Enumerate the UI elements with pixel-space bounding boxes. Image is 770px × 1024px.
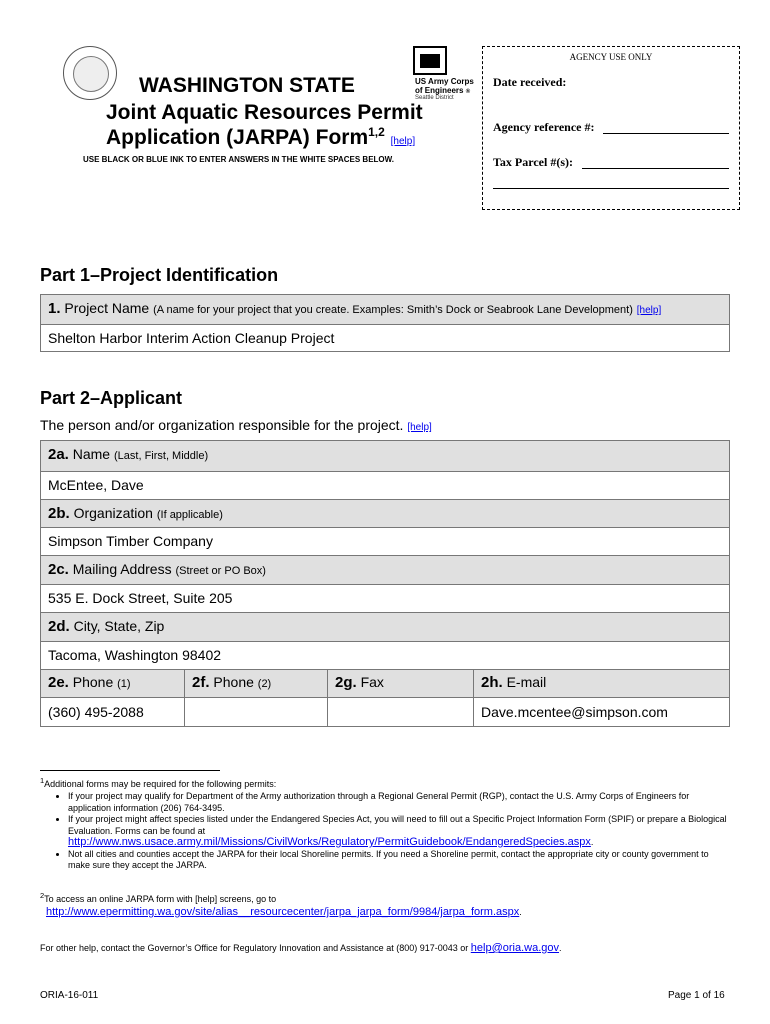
form-help-link[interactable]: [help] [390, 136, 416, 147]
project-name-field[interactable]: Shelton Harbor Interim Action Cleanup Project [41, 324, 729, 351]
tax-parcel-field[interactable] [582, 168, 729, 169]
part2-title: Part 2–Applicant [40, 388, 183, 408]
washington-state-seal [63, 46, 117, 100]
state-title: WASHINGTON STATE [139, 74, 355, 97]
army-corps-name: US Army Corps of Engineers ® [415, 77, 474, 95]
agency-use-title: AGENCY USE ONLY [569, 52, 653, 62]
mailing-address-field[interactable]: 535 E. Dock Street, Suite 205 [41, 584, 729, 612]
army-corps-district: Seattle District [415, 95, 454, 101]
form-title-line1: Joint Aquatic Resources Permit [106, 101, 423, 124]
footnote-divider [40, 770, 220, 771]
footnote-1-bullet-2: • If your project might affect species listed under the Endangered Species Act, you will need to fill out a Specific Project Information Form (SPIF) or prepare a Biological Evaluation. Forms can be found at http://www.nws.usace.army.mil/Missions/CivilWorks/Regulatory/PermitGuidebook/EndangeredSpecies.aspx. [68, 814, 730, 849]
applicant-lead-text: The person and/or organization responsible for the project. [help] [40, 417, 432, 433]
footnote-1: $^1$Additional forms may be required for the following permits: • If your project may qualify for Department of the Army authorization through a Regional General Permit (RGP), contact the U.S. Army Corps of Engineers for application information (206) 764-3495. • If your project might affect species listed under the Endangered Species Act, you will need to fill out a Specific Project Information Form (SPIF) or prepare a Biological Evaluation. Forms can be found at http://www.nws.usace.army.mil/Missions/CivilWorks/Regulatory/PermitGuidebook/EndangeredSpecies.aspx. • Not all cities and counties accept the JARPA for their local Shoreline permits. If you need a Shoreline permit, contact the appropriate city or county government to make sure they accept the JARPA. [40, 776, 730, 872]
agency-reference-field[interactable] [603, 133, 729, 134]
endangered-species-link[interactable]: http://www.nws.usace.army.mil/Missions/CivilWorks/Regulatory/PermitGuidebook/EndangeredSpecies.aspx [68, 836, 591, 848]
city-state-zip-header: 2d. City, State, Zip [41, 612, 729, 641]
army-corps-logo [413, 46, 447, 75]
fax-header: 2g. Fax [327, 670, 473, 697]
email-field[interactable]: Dave.mcentee@simpson.com [473, 698, 729, 726]
mailing-address-header: 2c. Mailing Address (Street or PO Box) [41, 555, 729, 584]
project-name-header: 1. Project Name (A name for your project that you create. Examples: Smith’s Dock or Seabrook Lane Development) [help] [41, 295, 729, 324]
footnote-1-bullet-3: • Not all cities and counties accept the JARPA for their local Shoreline permits. If you need a Shoreline permit, contact the appropriate city or county government to make sure they accept the JARPA. [68, 849, 730, 872]
applicant-table [40, 440, 730, 727]
ink-instructions: USE BLACK OR BLUE INK TO ENTER ANSWERS IN THE WHITE SPACES BELOW. [83, 155, 394, 164]
name-field[interactable]: McEntee, Dave [41, 471, 729, 499]
jarpa-online-form-link[interactable]: http://www.epermitting.wa.gov/site/alias__resourcecenter/jarpa_jarpa_form/9984/jarpa_form.aspx [46, 906, 520, 918]
form-title-line2: Application (JARPA) Form$^{1,2}$ [help] [106, 125, 416, 149]
footnote-1-bullet-1: • If your project may qualify for Department of the Army authorization through a Regional General Permit (RGP), contact the U.S. Army Corps of Engineers for application information (206) 764-3495. [68, 791, 730, 814]
form-id: ORIA-16-011 [40, 990, 99, 1001]
footnote-2: $^2$To access an online JARPA form with [help] screens, go to http://www.epermitting.wa.gov/site/alias__resourcecenter/jarpa_jarpa_form/9984/jarpa_form.aspx. [40, 891, 522, 918]
other-help-text: For other help, contact the Governor’s Office for Regulatory Innovation and Assistance at (800) 917-0043 or help@oria.wa.gov. [40, 942, 562, 954]
applicant-help-link[interactable]: [help] [407, 422, 432, 433]
email-header: 2h. E-mail [473, 670, 729, 697]
phone1-header: 2e. Phone (1) [48, 674, 131, 691]
fax-field[interactable] [327, 698, 473, 726]
agency-reference-label: Agency reference #: [493, 120, 595, 134]
phone1-field[interactable]: (360) 495-2088 [48, 704, 144, 720]
contact-values-row [41, 697, 729, 726]
part1-table [40, 294, 730, 352]
phone2-field[interactable] [184, 698, 327, 726]
project-name-help-link[interactable]: [help] [636, 305, 662, 316]
tax-parcel-label: Tax Parcel #(s): [493, 155, 573, 169]
contact-headers-row [41, 669, 729, 697]
oria-email-link[interactable]: help@oria.wa.gov [470, 942, 559, 954]
date-received-label: Date received: [493, 75, 567, 89]
phone2-header: 2f. Phone (2) [184, 670, 327, 697]
city-state-zip-field[interactable]: Tacoma, Washington 98402 [41, 641, 729, 669]
page-number: Page 1 of 16 [668, 990, 725, 1001]
agency-use-box [482, 46, 740, 210]
part1-title: Part 1–Project Identification [40, 265, 279, 285]
organization-header: 2b. Organization (If applicable) [41, 499, 729, 527]
tax-parcel-field-2[interactable] [493, 188, 729, 189]
organization-field[interactable]: Simpson Timber Company [41, 527, 729, 555]
name-header: 2a. Name (Last, First, Middle) [41, 441, 729, 471]
